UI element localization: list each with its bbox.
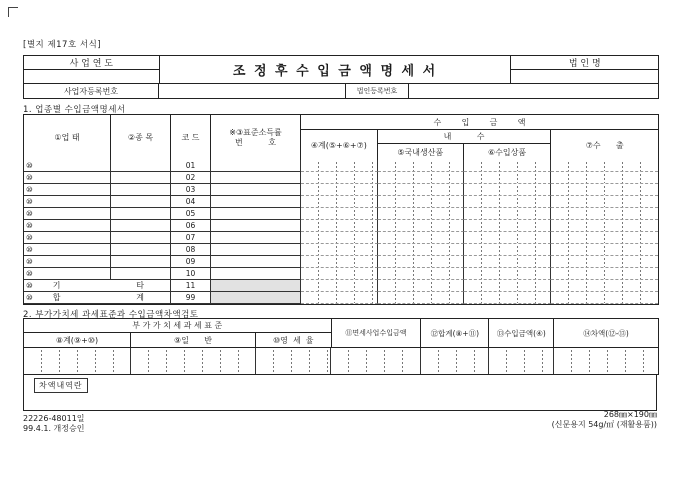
item-cell[interactable] xyxy=(111,208,171,220)
amount-domestic-products-cell[interactable] xyxy=(378,172,464,184)
col-revenue-group xyxy=(301,115,658,160)
amount-export-cell[interactable] xyxy=(551,196,658,208)
amount-total-cell[interactable] xyxy=(301,292,378,304)
code-cell: 01 xyxy=(171,160,211,172)
biz-reg-no-label: 사업자등록번호 xyxy=(24,84,159,98)
amount-imported-goods-cell[interactable] xyxy=(464,208,551,220)
code-cell: 02 xyxy=(171,172,211,184)
biz-type-cell[interactable] xyxy=(24,208,111,220)
rate-cell[interactable] xyxy=(211,160,301,172)
rate-cell[interactable] xyxy=(211,208,301,220)
vat-zero-rate-value-cell[interactable] xyxy=(256,348,331,374)
biz-type-cell[interactable] xyxy=(24,268,111,280)
col-revenue-total: ④계(⑤+⑥+⑦) xyxy=(301,130,378,160)
biz-type-cell[interactable] xyxy=(24,244,111,256)
amount-total-cell[interactable] xyxy=(301,232,378,244)
amount-export-cell[interactable] xyxy=(551,292,658,304)
amount-imported-goods-cell[interactable] xyxy=(464,172,551,184)
difference-details-box[interactable] xyxy=(23,374,657,411)
row-label: 기 타 xyxy=(52,281,144,290)
amount-domestic-products-cell[interactable] xyxy=(378,220,464,232)
row-marker: ⑩ xyxy=(26,244,33,254)
col-difference: ⑭차액(⑫-⑬) xyxy=(583,328,629,338)
rate-cell[interactable] xyxy=(211,232,301,244)
amount-imported-goods-cell[interactable] xyxy=(464,160,551,172)
amount-domestic-products-cell[interactable] xyxy=(378,184,464,196)
item-cell[interactable] xyxy=(111,196,171,208)
business-year-cell xyxy=(24,56,160,83)
code-cell: 06 xyxy=(171,220,211,232)
item-cell[interactable] xyxy=(111,256,171,268)
item-cell[interactable] xyxy=(111,160,171,172)
vat-general-value-cell[interactable] xyxy=(131,348,256,374)
vat-base-group-label: 부 가 가 치 세 과 세 표 준 xyxy=(24,319,331,333)
row-header-cell xyxy=(24,280,171,292)
biz-type-cell[interactable] xyxy=(24,220,111,232)
footer-right xyxy=(552,410,657,430)
col-std-income-rate-line2: 번 호 xyxy=(235,137,276,147)
amount-domestic-products-cell[interactable] xyxy=(378,268,464,280)
item-cell[interactable] xyxy=(111,172,171,184)
form-title: 조 정 후 수 입 금 액 명 세 서 xyxy=(232,64,438,79)
amount-export-cell[interactable] xyxy=(551,160,658,172)
amount-domestic-products-cell[interactable] xyxy=(378,244,464,256)
exempt-revenue-value-cell[interactable] xyxy=(331,348,421,374)
business-year-value[interactable] xyxy=(24,70,159,83)
header-row-bottom xyxy=(24,83,658,98)
s1-row xyxy=(24,220,658,232)
rate-cell[interactable] xyxy=(211,244,301,256)
amount-domestic-products-cell[interactable] xyxy=(378,232,464,244)
code-cell: 99 xyxy=(171,292,211,304)
item-cell[interactable] xyxy=(111,232,171,244)
biz-type-cell[interactable] xyxy=(24,172,111,184)
row-marker: ⑩ xyxy=(26,280,33,290)
s1-row xyxy=(24,196,658,208)
corp-name-label: 법 인 명 xyxy=(511,56,658,70)
row-marker: ⑩ xyxy=(26,172,33,182)
difference-value-cell[interactable] xyxy=(554,348,658,374)
row-marker: ⑩ xyxy=(26,208,33,218)
s1-row xyxy=(24,244,658,256)
section2-header xyxy=(24,319,658,347)
code-cell: 05 xyxy=(171,208,211,220)
amount-domestic-products-cell[interactable] xyxy=(378,292,464,304)
row-marker: ⑩ xyxy=(26,256,33,266)
business-year-label: 사 업 연 도 xyxy=(24,56,159,70)
col-revenue-amount: ⑬수입금액(④) xyxy=(489,319,554,347)
col-imported-goods: ⑥수입상품 xyxy=(487,147,527,157)
col-code: 코 드 xyxy=(171,115,211,160)
row-marker: ⑩ xyxy=(26,160,33,170)
biz-type-cell[interactable] xyxy=(24,196,111,208)
row-marker: ⑩ xyxy=(26,196,33,206)
header-row-top xyxy=(24,56,658,83)
rate-cell[interactable] xyxy=(211,184,301,196)
amount-imported-goods-cell[interactable] xyxy=(464,232,551,244)
item-cell[interactable] xyxy=(111,268,171,280)
corp-reg-no-value[interactable] xyxy=(409,84,658,98)
col-exempt-revenue: ⑪면세사업수입금액 xyxy=(332,319,422,347)
item-cell[interactable] xyxy=(111,220,171,232)
code-cell: 08 xyxy=(171,244,211,256)
amount-total-cell[interactable] xyxy=(301,160,378,172)
amount-total-cell[interactable] xyxy=(301,172,378,184)
section2-title: 2. 부가가치세 과세표준과 수입금액차액검토 xyxy=(23,310,199,320)
corp-reg-no-label: 법인등록번호 xyxy=(346,84,409,98)
s1-row xyxy=(24,256,658,268)
section1-table xyxy=(23,114,659,305)
col-item: ②종 목 xyxy=(111,115,171,160)
amount-export-cell[interactable] xyxy=(551,256,658,268)
rate-cell[interactable] xyxy=(211,220,301,232)
row-marker: ⑩ xyxy=(26,232,33,242)
amount-total-cell[interactable] xyxy=(301,220,378,232)
item-cell[interactable] xyxy=(111,184,171,196)
amount-export-cell[interactable] xyxy=(551,244,658,256)
code-cell: 07 xyxy=(171,232,211,244)
amount-total-cell[interactable] xyxy=(301,244,378,256)
s1-row xyxy=(24,208,658,220)
col-export: ⑦수 출 xyxy=(585,140,624,150)
amount-domestic-products-cell[interactable] xyxy=(378,208,464,220)
corp-name-value[interactable] xyxy=(511,70,658,83)
annex-form-label: [별지 제17호 서식] xyxy=(23,40,102,50)
biz-reg-no-value[interactable] xyxy=(159,84,346,98)
amount-total-cell[interactable] xyxy=(301,280,378,292)
col-domestic-group xyxy=(378,130,552,160)
amount-export-cell[interactable] xyxy=(551,172,658,184)
amount-export-cell[interactable] xyxy=(551,184,658,196)
section1-title: 1. 업종별 수입금액명세서 xyxy=(23,105,126,115)
section2-table xyxy=(23,318,659,375)
amount-domestic-products-cell[interactable] xyxy=(378,280,464,292)
paper-size: 268㎜×190㎜ xyxy=(603,410,657,419)
code-cell: 10 xyxy=(171,268,211,280)
code-cell: 04 xyxy=(171,196,211,208)
amount-domestic-products-cell[interactable] xyxy=(378,256,464,268)
amount-domestic-products-cell[interactable] xyxy=(378,160,464,172)
form-header-table xyxy=(23,55,659,99)
amount-imported-goods-cell[interactable] xyxy=(464,196,551,208)
code-cell: 11 xyxy=(171,280,211,292)
rate-cell[interactable] xyxy=(211,196,301,208)
s1-row xyxy=(24,268,658,280)
domestic-group-label: 내 수 xyxy=(378,130,551,144)
row-marker: ⑩ xyxy=(26,292,33,302)
code-cell: 09 xyxy=(171,256,211,268)
biz-type-cell[interactable] xyxy=(24,232,111,244)
s1-row xyxy=(24,184,658,196)
amount-export-cell[interactable] xyxy=(551,280,658,292)
col-domestic-products: ⑤국내생산품 xyxy=(378,144,464,160)
page-corner-mark xyxy=(8,7,18,17)
vat-base-group xyxy=(24,319,332,347)
col-biz-type: ①업 태 xyxy=(24,115,111,160)
rate-cell xyxy=(211,280,301,292)
section2-value-row xyxy=(24,347,658,374)
rate-cell xyxy=(211,292,301,304)
sum-value-cell[interactable] xyxy=(421,348,489,374)
row-marker: ⑩ xyxy=(26,184,33,194)
col-std-income-rate xyxy=(211,115,301,160)
col-vat-total: ⑧계(⑨+⑩) xyxy=(24,333,131,347)
amount-export-cell[interactable] xyxy=(551,220,658,232)
rate-cell[interactable] xyxy=(211,256,301,268)
amount-total-cell[interactable] xyxy=(301,256,378,268)
revenue-amount-value-cell[interactable] xyxy=(489,348,554,374)
col-std-income-rate-line1: ※③표준소득률 xyxy=(229,127,282,137)
amount-imported-goods-cell[interactable] xyxy=(464,280,551,292)
amount-imported-goods-cell[interactable] xyxy=(464,256,551,268)
amount-export-cell[interactable] xyxy=(551,208,658,220)
biz-type-cell[interactable] xyxy=(24,160,111,172)
amount-domestic-products-cell[interactable] xyxy=(378,196,464,208)
col-vat-general: ⑨일 반 xyxy=(131,333,256,347)
amount-total-cell[interactable] xyxy=(301,196,378,208)
amount-imported-goods-cell[interactable] xyxy=(464,220,551,232)
biz-type-cell[interactable] xyxy=(24,184,111,196)
section1-rows xyxy=(24,160,658,304)
revision-note: 99.4.1. 개정승인 xyxy=(23,424,85,433)
footer-left xyxy=(23,414,85,434)
section1-header xyxy=(24,115,658,160)
s1-row xyxy=(24,172,658,184)
amount-total-cell[interactable] xyxy=(301,184,378,196)
doc-code: 22226-48011일 xyxy=(23,414,85,423)
code-cell: 03 xyxy=(171,184,211,196)
amount-imported-goods-cell[interactable] xyxy=(464,184,551,196)
item-cell[interactable] xyxy=(111,244,171,256)
s1-row xyxy=(24,160,658,172)
row-header-cell xyxy=(24,292,171,304)
amount-imported-goods-cell[interactable] xyxy=(464,292,551,304)
col-vat-zero-rate: ⑩영 세 율 xyxy=(272,335,314,345)
s1-row xyxy=(24,292,658,304)
amount-export-cell[interactable] xyxy=(551,268,658,280)
corp-name-cell xyxy=(510,56,658,83)
row-label: 합 계 xyxy=(52,293,144,302)
paper-spec: (신문용지 54g/㎡ (재활용품)) xyxy=(551,420,657,429)
amount-total-cell[interactable] xyxy=(301,208,378,220)
difference-details-label: 차액내역란 xyxy=(34,378,88,393)
s1-row xyxy=(24,280,658,292)
amount-total-cell[interactable] xyxy=(301,268,378,280)
amount-imported-goods-cell[interactable] xyxy=(464,268,551,280)
rate-cell[interactable] xyxy=(211,268,301,280)
row-marker: ⑩ xyxy=(26,220,33,230)
revenue-group-label: 수 입 금 액 xyxy=(301,115,658,130)
rate-cell[interactable] xyxy=(211,172,301,184)
biz-type-cell[interactable] xyxy=(24,256,111,268)
s1-row xyxy=(24,232,658,244)
amount-imported-goods-cell[interactable] xyxy=(464,244,551,256)
col-sum: ⑫합계(⑧+⑪) xyxy=(421,319,489,347)
vat-total-value-cell[interactable] xyxy=(24,348,131,374)
row-marker: ⑩ xyxy=(26,268,33,278)
amount-export-cell[interactable] xyxy=(551,232,658,244)
